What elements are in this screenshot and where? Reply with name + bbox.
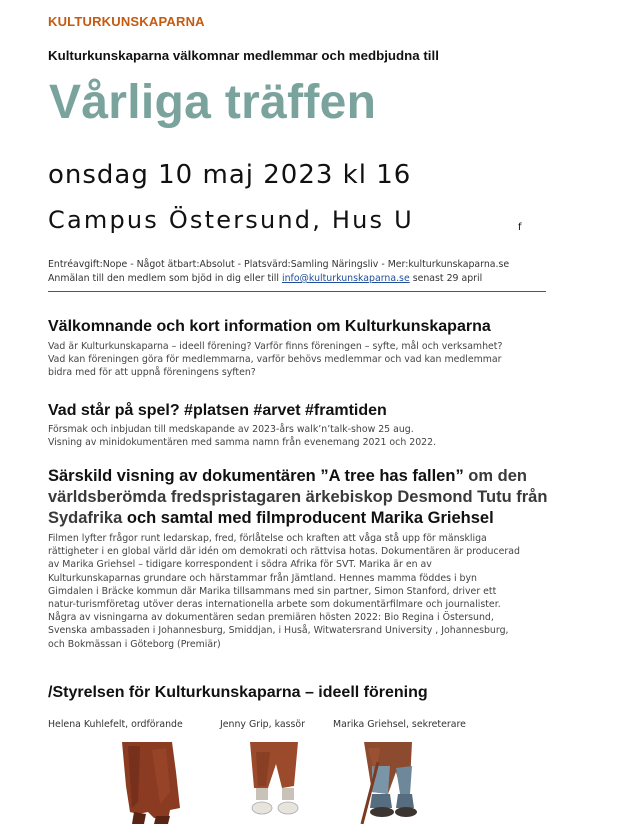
section-body-welcome: [48, 340, 502, 380]
divider: [48, 291, 546, 292]
body-line: Vad är Kulturkunskaparna – ideell förening? Varför finns föreningen – syfte, mål och verksamhet?: [48, 341, 503, 352]
body-line: Svenska ambassaden i Johannesburg, Smiddjan, i Huså, Witwatersrand University , Johannesburg,: [48, 625, 509, 637]
section-heading-stakes: Vad står på spel? #platsen #arvet #framtiden: [48, 402, 387, 419]
registration-text: Anmälan till den medlem som bjöd in dig eller till: [48, 273, 282, 284]
body-line: Visning av minidokumentären med samma namn från evenemang 2021 och 2022.: [48, 437, 437, 449]
body-line: Försmak och inbjudan till medskapande av 2023-års walk’n’talk-show 25 aug.: [48, 424, 414, 435]
board-signature-heading: /Styrelsen för Kulturkunskaparna – ideell förening: [48, 684, 428, 701]
registration-line: [48, 272, 482, 286]
walking-figures-illustration: [110, 742, 450, 824]
body-line: Några av visningarna av dokumentären sedan premiären hösten 2022: Bio Regina i Östersund,: [48, 612, 494, 624]
body-line: Kulturkunskaparnas grundare och härstammar från Jämtland. Hennes mamma föddes i byn: [48, 572, 477, 584]
section-body-stakes: [48, 423, 436, 449]
body-line: Filmen lyfter frågor runt ledarskap, fred, förlåtelse och kraften att våga stå upp för mänskliga: [48, 533, 487, 544]
screening-subject: om den världsberömda fredspristagaren ärkebiskop Desmond Tutu från Sydafrika: [48, 467, 548, 527]
signatory-secretary: Marika Griehsel, sekreterare: [333, 719, 466, 730]
figure-jeans: [362, 742, 417, 824]
body-line: och Bokmässan i Göteborg (Premiär): [48, 638, 221, 650]
info-line: Entréavgift:Nope - Något ätbart:Absolut - Platsvärd:Samling Näringsliv - Mer:kulturkunskaparna.se: [48, 259, 510, 270]
organization-name: KULTURKUNSKAPARNA: [48, 14, 205, 29]
signatory-treasurer: Jenny Grip, kassör: [220, 719, 305, 730]
figure-coat: [122, 742, 180, 824]
event-location: Campus Östersund, Hus U: [48, 206, 414, 234]
section-heading-screening: [48, 466, 588, 529]
event-title: Vårliga träffen: [49, 76, 377, 129]
body-line: Vad kan föreningen göra för medlemmarna, varför behövs medlemmar och vad kan medlemmar: [48, 354, 502, 366]
screening-title: Särskild visning av dokumentären ”A tree has fallen”: [48, 467, 464, 485]
body-line: natur-turismföretag utöver deras internationella arbete som dokumentärfilmare och journalister.: [48, 599, 501, 611]
screening-conversation: och samtal med filmproducent Marika Griehsel: [122, 509, 494, 527]
body-line: rättigheter i en global värld där idén om demokrati och rättvisa hotas. Dokumentären är producerad: [48, 546, 520, 558]
body-line: bidra med för att uppnå föreningens syften?: [48, 367, 256, 379]
registration-deadline: senast 29 april: [409, 273, 483, 284]
section-body-screening: [48, 532, 520, 651]
email-link[interactable]: info@kulturkunskaparna.se: [281, 273, 410, 284]
body-line: av Marika Griehsel – tidigare korrespondent i södra Afrika för SVT. Marika är en av: [48, 559, 432, 571]
body-line: Gimdalen i Bräcke kommun där Marika tillsammans med sin partner, Simon Stanford, driver ett: [48, 585, 497, 597]
event-date: onsdag 10 maj 2023 kl 16: [48, 160, 412, 190]
figure-trousers: [250, 742, 298, 814]
stray-character: f: [518, 222, 522, 233]
signatory-chair: Helena Kuhlefelt, ordförande: [48, 719, 183, 730]
invitation-line: Kulturkunskaparna välkomnar medlemmar och medbjudna till: [48, 48, 439, 63]
section-heading-welcome: Välkomnande och kort information om Kulturkunskaparna: [48, 318, 491, 335]
